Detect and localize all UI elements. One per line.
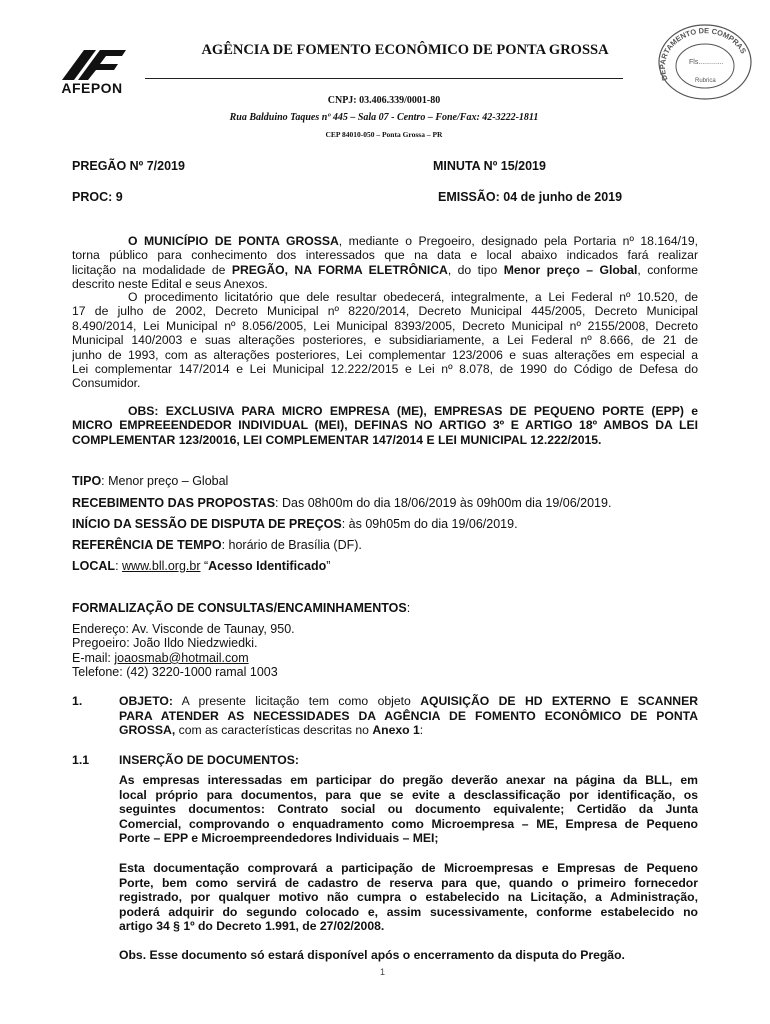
intro-paragraph-2: O procedimento licitatório que dele resultar obedecerá, integralmente, a Lei Federal nº 10.520, de 17 de julho de 2002, Decreto Municipal nº 8220/2014, Decreto Municipal 445/2005, Decreto Municipal 8.490/2014, Lei Municipal nº 8.056/2005, Lei Municipal 8393/2005, Decreto Municipal nº 2155/2008, Decreto Municipal 140/2003 e suas alterações posteriores, e subsidiariamente, a Lei Federal nº 8.666, de 21 de junho de 1993, com as alterações posteriores, Lei complementar 123/2006 e suas alterações em especial a Lei complementar 147/2014 e Lei Municipal 12.222/2015 e Lei nº 8.078, de 1990 do Código de Defesa do Consumidor. — [72, 290, 698, 391]
title-rule — [145, 78, 623, 79]
inicio-sessao-field: INÍCIO DA SESSÃO DE DISPUTA DE PREÇOS: às 09h05m do dia 19/06/2019. — [72, 517, 518, 531]
recebimento-field: RECEBIMENTO DAS PROPOSTAS: Das 08h00m do dia 18/06/2019 às 09h00m dia 19/06/2019. — [72, 496, 612, 510]
section-1-objeto: OBJETO: A presente licitação tem como objeto AQUISIÇÃO DE HD EXTERNO E SCANNER PARA ATENDER AS NECESSIDADES DA AGÊNCIA DE FOMENTO ECONÔMICO DE PONTA GROSSA, com as características descritas no Anexo 1: — [119, 694, 698, 737]
stamp-fls: Fls............. — [689, 59, 724, 66]
local-field: LOCAL: www.bll.org.br “Acesso Identificado” — [72, 559, 331, 573]
section-1-number: 1. — [72, 694, 83, 708]
contact-telefone: Telefone: (42) 3220-1000 ramal 1003 — [72, 665, 278, 680]
cnpj-line: CNPJ: 03.406.339/0001-80 — [327, 95, 441, 106]
purchasing-dept-stamp — [655, 20, 755, 100]
agency-title: AGÊNCIA DE FOMENTO ECONÔMICO DE PONTA GROSSA — [201, 42, 609, 58]
address-line: Rua Balduino Taques nº 445 – Sala 07 - Centro – Fone/Fax: 42-3222-1811 — [229, 112, 539, 123]
obs-exclusive-notice: OBS: EXCLUSIVA PARA MICRO EMPRESA (ME), EMPRESAS DE PEQUENO PORTE (EPP) e MICRO EMPREEENDEDOR INDIVIDUAL (MEI), DEFINAS NO ARTIGO 3º E ARTIGO 18º AMBOS DA LEI COMPLEMENTAR 123/20016, LEI COMPLEMENTAR 147/2014 E LEI MUNICIPAL 12.222/2015. — [72, 404, 698, 447]
stamp-rubrica: Rubrica — [695, 78, 716, 84]
svg-text:DEPARTAMENTO DE COMPRAS — [658, 26, 748, 82]
contact-block: Endereço: Av. Visconde de Taunay, 950. Pregoeiro: João Ildo Niedzwiedki. E-mail: joaosmab@hotmail.com Telefone: (42) 3220-1000 ramal 1003 — [72, 622, 295, 680]
contact-endereco: Endereço: Av. Visconde de Taunay, 950. — [72, 622, 295, 636]
section-1-1-paragraph-2: Esta documentação comprovará a participação de Microempresas e Empresas de Pequeno Porte, bem como servirá de cadastro de reserva para que, quando o primeiro fornecedor registrado, por qualquer motivo não cumpra o estabelecido na Licitação, a Administração, poderá adquirir do segundo colocado e, assim sucessivamente, conforme estabelecido no artigo 34 § 1º do Decreto 1.991, de 27/02/2008. — [119, 861, 698, 933]
section-1-1-paragraph-1: As empresas interessadas em participar do pregão deverão anexar na página da BLL, em local próprio para documentos, para que se evite a desclassificação por identificação, os seguintes documentos: Contrato social ou documento equivalente; Certidão da Junta Comercial, comprovando o enquadramento como Microempresa – ME, Empresa de Pequeno Porte – EPP e Microempreendedores Individuais – MEI; — [119, 773, 698, 845]
municipio-name: O MUNICÍPIO DE PONTA GROSSA — [128, 234, 339, 248]
section-1-1-obs: Obs. Esse documento só estará disponível após o encerramento da disputa do Pregão. — [119, 948, 625, 962]
pregao-number: PREGÃO Nº 7/2019 — [72, 159, 185, 173]
contact-pregoeiro: Pregoeiro: João Ildo Niedzwiedki. — [72, 636, 258, 651]
contact-email-link[interactable]: joaosmab@hotmail.com — [114, 650, 249, 665]
contact-heading: FORMALIZAÇÃO DE CONSULTAS/ENCAMINHAMENTOS: — [72, 601, 411, 615]
cep-line: CEP 84010-050 – Ponta Grossa – PR — [325, 130, 443, 139]
logo-text: AFEPON — [61, 80, 123, 96]
section-1-1-number: 1.1 — [72, 753, 90, 767]
referencia-tempo-field: REFERÊNCIA DE TEMPO: horário de Brasília (DF). — [72, 538, 362, 552]
tipo-field: TIPO: Menor preço – Global — [72, 474, 229, 488]
stamp-ring-text: DEPARTAMENTO DE COMPRAS — [657, 26, 749, 82]
intro-paragraph-1: O MUNICÍPIO DE PONTA GROSSA, mediante o Pregoeiro, designado pela Portaria nº 18.164/19, torna público para conhecimento dos interessados que na data e local abaixo indicados fará realizar licitação na modalidade de PREGÃO, NA FORMA ELETRÔNICA, do tipo Menor preço – Global, conforme descrito neste Edital e seus Anexos. — [72, 234, 698, 292]
minuta-number: MINUTA Nº 15/2019 — [433, 159, 546, 173]
page-number: 1 — [380, 967, 386, 977]
emissao-date: EMISSÃO: 04 de junho de 2019 — [438, 190, 623, 204]
section-1-1-title: INSERÇÃO DE DOCUMENTOS: — [119, 753, 299, 767]
bll-link[interactable]: www.bll.org.br — [122, 559, 201, 573]
proc-number: PROC: 9 — [72, 190, 123, 204]
